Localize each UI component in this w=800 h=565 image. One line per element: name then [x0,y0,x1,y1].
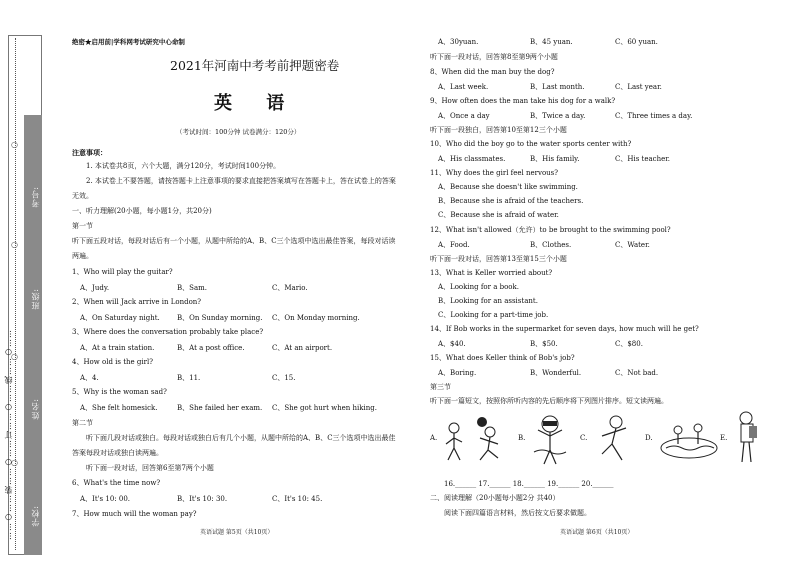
option: B、Clothes. [530,241,572,249]
section-1-heading: 一、听力理解(20小题，每小题1分，共20分) [72,207,212,215]
picture-label-d: D. [645,434,653,442]
picture-label-e: E. [720,434,728,442]
binding-margin [0,0,48,565]
boy-backpack-picture [733,410,759,466]
question-14: 14、If Bob works in the supermarket for seven days, how much will he get? [430,325,699,333]
option: B、On Sunday morning. [177,314,263,322]
question-9: 9、How often does the man take his dog for a walk? [430,97,616,105]
option: C、Last year. [615,83,662,91]
option: A、Boring. [438,369,477,377]
option: B、His family. [530,155,580,163]
option: C、15. [272,374,296,382]
part-2-instructions: 听下面几段对话或独白。每段对话或独白后有几个小题，从题中所给的A、B、C三个选项中选出最佳 [86,434,396,442]
question-12: 12、What isn't allowed（允许）to be brought to the swimming pool? [430,226,671,234]
option: A、His classmates. [438,155,506,163]
header-note: 绝密★启用前|学科网考试研究中心命制 [72,38,185,46]
swimmer-picture [530,412,570,466]
option: C、Three times a day. [615,112,693,120]
option: A、4. [80,374,99,382]
note-1: 1. 本试卷共8页，六个大题，满分120分，考试时间100分钟。 [86,162,281,170]
option: C、Not bad. [615,369,659,377]
option: B、$50. [530,340,558,348]
question-10: 10、Who did the boy go to the water sports center with? [430,140,632,148]
question-5: 5、Why is the woman sad? [72,388,167,396]
option: A、Last week. [438,83,489,91]
option: C、$80. [615,340,643,348]
option: A、30yuan. [438,38,479,46]
option: C、At an airport. [272,344,333,352]
option: C、Because she is afraid of water. [438,211,559,219]
answer-blanks-16-20: 16.______ 17.______ 18.______ 19.______ 20.______ [444,480,614,488]
binding-ring-icon: ○ [11,140,18,149]
option: C、On Monday morning. [272,314,360,322]
part-2-sub-instructions: 听下面一段对话，回答第6至第7两个小题 [86,464,214,472]
option: A、Food. [438,241,470,249]
option: B、Wonderful. [530,369,582,377]
option: C、She got hurt when hiking. [272,404,377,412]
note-2-cont: 无效。 [72,192,93,200]
part-2-heading: 第二节 [72,419,93,427]
option: A、It's 10: 00. [80,495,130,503]
binding-dotted-line [15,38,16,550]
question-11: 11、Why does the girl feel nervous? [430,169,559,177]
exam-title: 2021年河南中考考前押题密卷 [170,58,340,73]
option: C、Water. [615,241,650,249]
picture-label-c: C. [580,434,588,442]
binding-gray-strip [24,115,42,555]
section-2-instructions: 阅读下面四篇语言材料，然后按文后要求做题。 [444,509,591,517]
option: B、45 yuan. [530,38,573,46]
option: B、Sam. [177,284,207,292]
option: A、Looking for a book. [438,283,519,291]
section-2-heading: 二、阅读理解（20小题每小题2分 共40） [430,494,560,502]
binding-ring-icon: ○ [11,458,18,467]
binding-ring-icon: ○ [11,352,18,361]
sub-instructions-10-12: 听下面一段独白，回答第10至第12三个小题 [430,126,567,134]
picture-label-b: B. [518,434,526,442]
option: B、Looking for an assistant. [438,297,538,305]
part-1-instructions-cont: 两遍。 [72,252,93,260]
option: B、It's 10: 30. [177,495,228,503]
class-field-label: 班级: [31,288,40,310]
option: C、Mario. [272,284,308,292]
page-6-footer: 英语试题 第6页（共10页） [560,529,634,536]
question-1: 1、Who will play the guitar? [72,268,173,276]
binding-ring-icon: ○ [11,240,18,249]
subject-title: 英 语 [214,93,299,114]
part-2-instructions-cont: 答案每段对话或独白读两遍。 [72,449,163,457]
question-3: 3、Where does the conversation probably take place? [72,328,264,336]
pool-scene-picture [658,418,720,462]
notes-title: 注意事项： [72,148,107,157]
option: C、60 yuan. [615,38,658,46]
note-2: 2. 本试卷上不要答题，请按答题卡上注意事项的要求直接把答案填写在答题卡上，答在试卷上的答案 [86,177,396,185]
sub-instructions-8-9: 听下面一段对话，回答第8至第9两个小题 [430,53,558,61]
school-field-label: 学校: [31,505,40,527]
option: A、On Saturday night. [80,314,160,322]
option: A、She felt homesick. [80,404,158,412]
page-5-footer: 英语试题 第5页（共10页） [200,529,274,536]
question-4: 4、How old is the girl? [72,358,153,366]
option: A、Judy. [80,284,110,292]
question-6: 6、What's the time now? [72,479,161,487]
option: C、His teacher. [615,155,671,163]
question-7: 7、How much will the woman pay? [72,510,197,518]
part-3-instructions: 听下面一篇短文，按照你所听内容的先后顺序将下列图片排序。短文读两遍。 [430,397,668,405]
question-15: 15、What does Keller think of Bob's job? [430,354,575,362]
question-13: 13、What is Keller worried about? [430,269,553,277]
question-8: 8、When did the man buy the dog? [430,68,555,76]
part-1-heading: 第一节 [72,222,93,230]
picture-label-a: A. [430,434,438,442]
soccer-kids-picture [442,416,510,464]
option: B、Last month. [530,83,585,91]
option: A、At a train station. [80,344,155,352]
option: B、She failed her exam. [177,404,263,412]
exam-number-field-label: 考号: [31,186,40,208]
question-2: 2、When will Jack arrive in London? [72,298,202,306]
binding-seal-label: ……○……装……○……订……○……线……○…… [4,329,13,540]
runner-picture [594,414,634,466]
option: B、Because she is afraid of the teachers. [438,197,584,205]
option: A、$40. [438,340,466,348]
sub-instructions-13-15: 听下面一段对话，回答第13至第15三个小题 [430,255,567,263]
name-field-label: 姓名: [31,398,40,420]
option: B、11. [177,374,201,382]
exam-info: （考试时间：100分钟 试卷满分：120分） [176,128,301,136]
option: A、Once a day [438,112,490,120]
option: B、Twice a day. [530,112,586,120]
part-3-heading: 第三节 [430,383,451,391]
option: C、It's 10: 45. [272,495,323,503]
option: C、Looking for a part-time job. [438,311,549,319]
part-1-instructions: 听下面五段对话，每段对话后有一个小题，从题中所给的A、B、C三个选项中选出最佳答案，每段对话读 [72,237,396,245]
option: A、Because she doesn't like swimming. [438,183,578,191]
option: B、At a post office. [177,344,245,352]
